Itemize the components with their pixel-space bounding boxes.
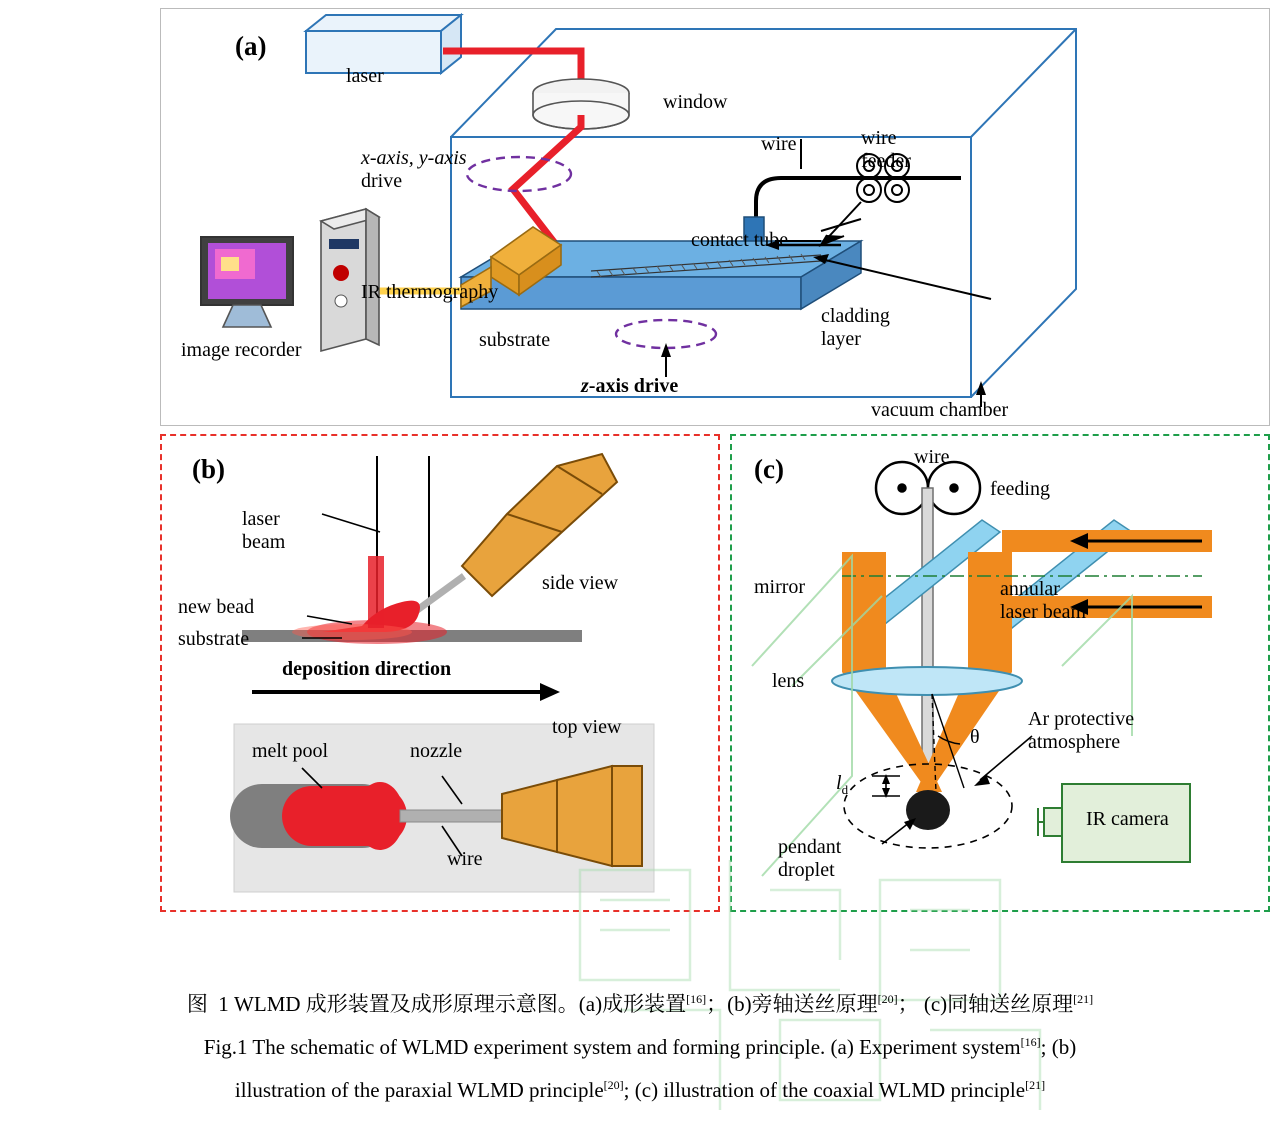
caption-line-en-2: illustration of the paraxial WLMD principle[20]; (c) illustration of the coaxial WLMD principle[21] — [234, 1078, 1046, 1102]
panel-b-label: (b) — [192, 454, 225, 484]
label-lens: lens — [772, 670, 805, 692]
panel-c-label: (c) — [754, 454, 784, 484]
label-side-view: side view — [542, 572, 619, 594]
label-wire-b: wire — [447, 848, 483, 870]
caption-line-en-1: Fig.1 The schematic of WLMD experiment system and forming principle. (a) Experiment system[16]; (b) — [203, 1035, 1077, 1059]
label-contact-tube: contact tube — [691, 229, 789, 251]
label-feeding: feeding — [990, 478, 1050, 500]
label-nozzle: nozzle — [410, 740, 463, 762]
label-substrate: substrate — [479, 329, 551, 351]
label-top-view: top view — [552, 716, 622, 738]
label-substrate-b: substrate — [178, 628, 250, 650]
label-image-recorder: image recorder — [181, 339, 302, 361]
panel-a-label: (a) — [235, 31, 267, 61]
figure-caption — [0, 980, 1280, 1109]
label-deposition-direction: deposition direction — [282, 658, 452, 680]
label-laser: laser — [346, 65, 384, 87]
panel-b — [160, 434, 720, 912]
label-vacuum-chamber: vacuum chamber — [871, 399, 1009, 421]
label-wire-feeder: wire feeder — [861, 127, 911, 172]
label-ir-camera: IR camera — [1086, 808, 1169, 830]
label-ld: $l_d$ — [836, 772, 849, 797]
label-pendant-droplet: pendant droplet — [778, 836, 842, 881]
label-laser-beam: laser beam — [242, 508, 286, 553]
label-wire-c: wire — [914, 446, 950, 468]
label-ir-thermography: IR thermography — [361, 281, 499, 303]
label-ar-protective-atmosphere: Ar protective atmosphere — [1028, 708, 1135, 753]
label-theta: θ — [970, 726, 980, 748]
label-wire: wire — [761, 133, 797, 155]
panel-a-drawing — [161, 9, 1269, 425]
label-cladding-layer: cladding layer — [821, 305, 890, 350]
label-window: window — [663, 91, 728, 113]
label-annular-laser-beam: annular laser beam — [1000, 578, 1087, 623]
panel-a — [160, 8, 1270, 426]
label-mirror: mirror — [754, 576, 806, 598]
label-xy-axis-drive: x-axis, y-axis drive — [361, 147, 467, 192]
label-melt-pool: melt pool — [252, 740, 329, 762]
label-z-axis-drive: z-axis drive — [581, 375, 679, 397]
caption-line-cn: 图 1 WLMD 成形装置及成形原理示意图。(a)成形装置[16]；(b)旁轴送丝原理[20]； (c)同轴送丝原理[21] — [186, 992, 1094, 1016]
label-new-bead: new bead — [178, 596, 255, 618]
panel-c — [730, 434, 1270, 912]
